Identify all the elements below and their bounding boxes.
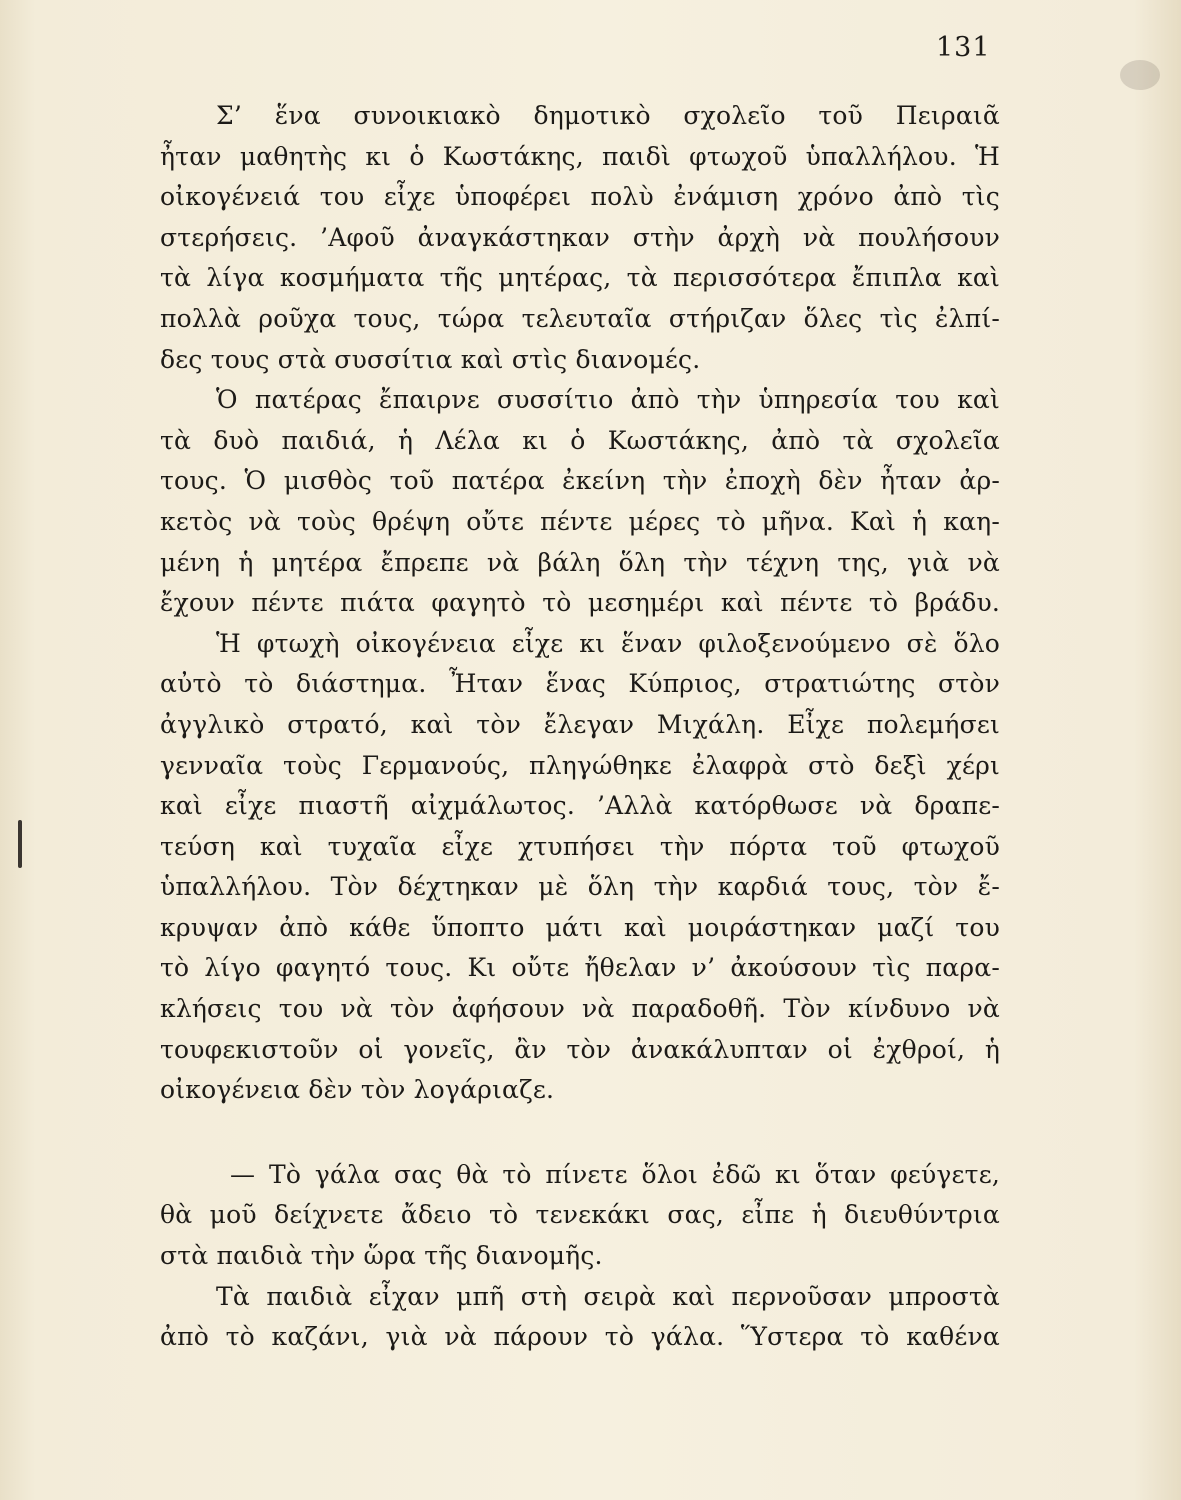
text-line: γενναῖα τοὺς Γερμανούς, πληγώθηκε ἐλαφρὰ στὸ δεξὶ χέρι — [160, 750, 1000, 780]
text-line: Ἡ φτωχὴ οἰκογένεια εἶχε κι ἕναν φιλοξενούμενο σὲ ὅλο — [216, 628, 1000, 658]
text-line: τὰ δυὸ παιδιά, ἡ Λέλα κι ὁ Κωστάκης, ἀπὸ τὰ σχολεῖα — [160, 425, 1000, 455]
text-line: τὸ λίγο φαγητό τους. Κι οὔτε ἤθελαν ν’ ἀκούσουν τὶς παρα- — [160, 953, 1000, 983]
text-line: Τὰ παιδιὰ εἶχαν μπῆ στὴ σειρὰ καὶ περνοῦσαν μπροστὰ — [216, 1281, 1000, 1311]
text-line: ἔχουν πέντε πιάτα φαγητὸ τὸ μεσημέρι καὶ πέντε τὸ βράδυ. — [160, 588, 1000, 618]
text-line: θὰ μοῦ δείχνετε ἄδειο τὸ τενεκάκι σας, εἶπε ἡ διευθύντρια — [160, 1200, 1000, 1230]
text-line: μένη ἡ μητέρα ἔπρεπε νὰ βάλη ὅλη τὴν τέχνη της, γιὰ νὰ — [160, 547, 1000, 577]
text-line: τὰ λίγα κοσμήματα τῆς μητέρας, τὰ περισσότερα ἔπιπλα καὶ — [160, 263, 1000, 293]
text-line: τεύση καὶ τυχαῖα εἶχε χτυπήσει τὴν πόρτα τοῦ φτωχοῦ — [160, 831, 1000, 861]
text-line: τους. Ὁ μισθὸς τοῦ πατέρα ἐκείνη τὴν ἐποχὴ δὲν ἦταν ἀρ- — [160, 466, 1000, 496]
text-line: δες τους στὰ συσσίτια καὶ στὶς διανομές. — [160, 344, 701, 374]
text-line: τουφεκιστοῦν οἱ γονεῖς, ἂν τὸν ἀνακάλυπταν οἱ ἐχθροί, ἡ — [160, 1034, 1000, 1064]
text-line: καὶ εἶχε πιαστῆ αἰχμάλωτος. ’Αλλὰ κατόρθωσε νὰ δραπε- — [160, 791, 1000, 821]
text-line: κλήσεις του νὰ τὸν ἀφήσουν νὰ παραδοθῆ. Τὸν κίνδυνο νὰ — [160, 994, 1000, 1024]
text-line: — Τὸ γάλα σας θὰ τὸ πίνετε ὅλοι ἐδῶ κι ὅταν φεύγετε, — [230, 1159, 1000, 1189]
text-line: κετὸς νὰ τοὺς θρέψη οὔτε πέντε μέρες τὸ μῆνα. Καὶ ἡ καη- — [160, 506, 1000, 536]
text-line: οἰκογένεια δὲν τὸν λογάριαζε. — [160, 1075, 555, 1105]
text-line: κρυψαν ἀπὸ κάθε ὕποπτο μάτι καὶ μοιράστηκαν μαζί του — [160, 912, 1000, 942]
body-text — [160, 96, 1000, 1358]
text-line: Ὁ πατέρας ἔπαιρνε συσσίτιο ἀπὸ τὴν ὑπηρεσία του καὶ — [216, 385, 1000, 415]
margin-mark — [18, 820, 22, 868]
text-line: πολλὰ ροῦχα τους, τώρα τελευταῖα στήριζαν ὅλες τὶς ἐλπί- — [160, 303, 1000, 333]
text-line: ἦταν μαθητὴς κι ὁ Κωστάκης, παιδὶ φτωχοῦ ὑπαλλήλου. Ἡ — [160, 141, 1000, 171]
paragraph-gap — [160, 1111, 1000, 1155]
text-line: Σ’ ἕνα συνοικιακὸ δημοτικὸ σχολεῖο τοῦ Πειραιᾶ — [216, 101, 1000, 130]
text-line: στερήσεις. ’Αφοῦ ἀναγκάστηκαν στὴν ἀρχὴ νὰ πουλήσουν — [160, 222, 1000, 252]
text-line: ἀπὸ τὸ καζάνι, γιὰ νὰ πάρουν τὸ γάλα. Ὕστερα τὸ καθένα — [160, 1322, 1000, 1352]
page-number: 131 — [936, 32, 991, 63]
text-line: ἀγγλικὸ στρατό, καὶ τὸν ἔλεγαν Μιχάλη. Εἶχε πολεμήσει — [160, 709, 1000, 739]
text-line: ὑπαλλήλου. Τὸν δέχτηκαν μὲ ὅλη τὴν καρδιά τους, τὸν ἔ- — [160, 872, 1000, 902]
text-line: στὰ παιδιὰ τὴν ὥρα τῆς διανομῆς. — [160, 1241, 603, 1271]
text-line: αὐτὸ τὸ διάστημα. Ἦταν ἕνας Κύπριος, στρατιώτης στὸν — [160, 669, 1000, 699]
text-line: οἰκογένειά του εἶχε ὑποφέρει πολὺ ἐνάμιση χρόνο ἀπὸ τὶς — [160, 182, 1000, 212]
ink-smudge — [1120, 60, 1160, 90]
